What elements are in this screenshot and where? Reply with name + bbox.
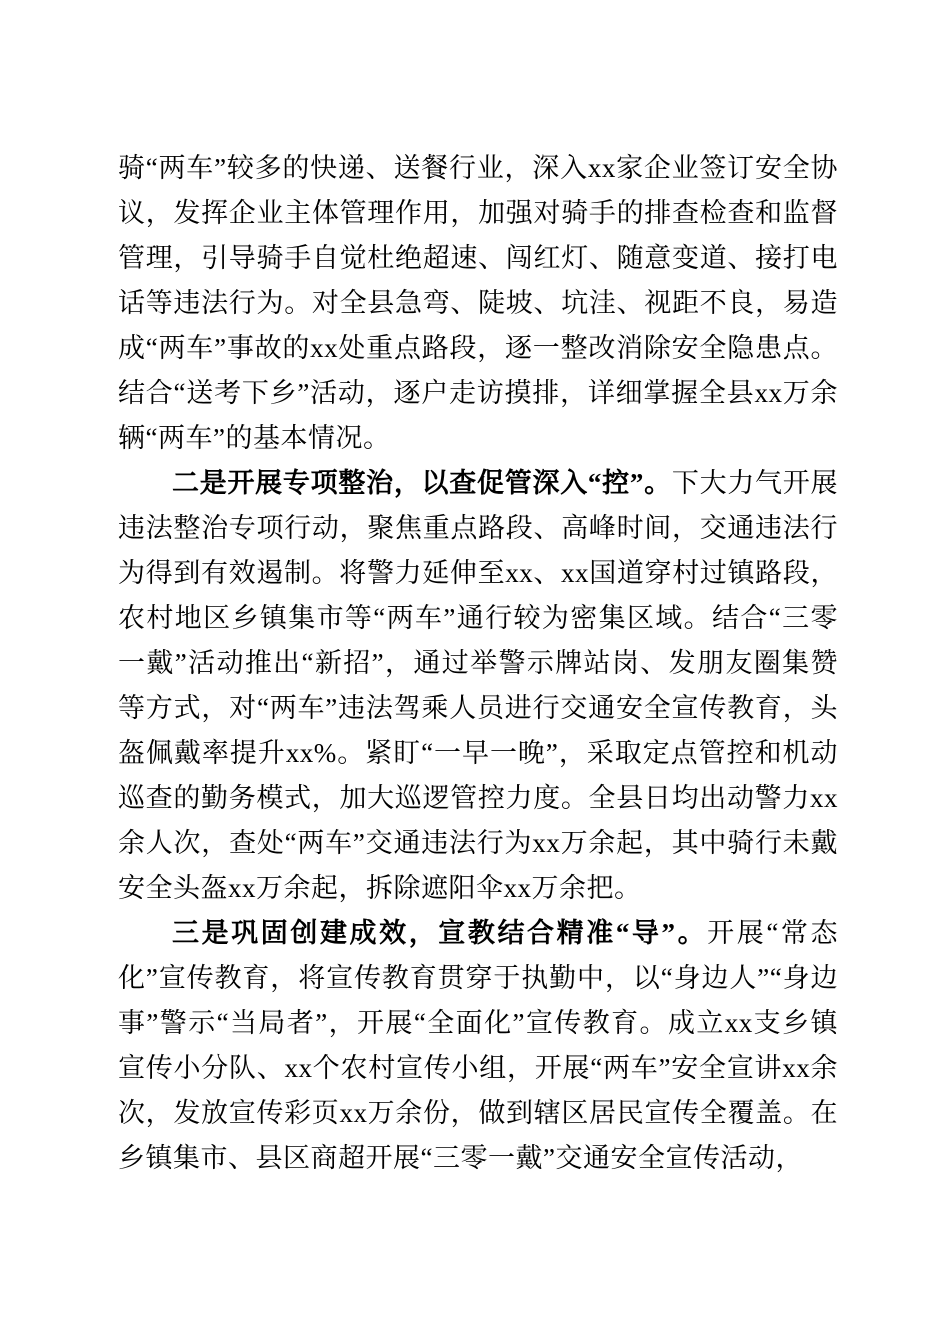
paragraph-point-two xyxy=(118,461,838,911)
paragraph-text: 开展“常态化”宣传教育，将宣传教育贯穿于执勤中，以“身边人”“身边事”警示“当局者”，开展“全面化”宣传教育。成立xx支乡镇宣传小分队、xx个农村宣传小组，开展“两车”安全宣讲xx余次，发放宣传彩页xx万余份，做到辖区居民宣传全覆盖。在乡镇集市、县区商超开展“三零一戴”交通安全宣传活动， xyxy=(118,918,839,1173)
paragraph-text: 骑“两车”较多的快递、送餐行业，深入xx家企业签订安全协议，发挥企业主体管理作用，加强对骑手的排查检查和监督管理，引导骑手自觉杜绝超速、闯红灯、随意变道、接打电话等违法行为。对全县急弯、陡坡、坑洼、视距不良，易造成“两车”事故的xx处重点路段，逐一整改消除安全隐患点。结合“送考下乡”活动，逐户走访摸排，详细掌握全县xx万余辆“两车”的基本情况。 xyxy=(118,153,838,453)
paragraph-point-three xyxy=(118,911,838,1181)
paragraph-lead: 二是开展专项整治，以查促管深入“控”。 xyxy=(172,468,672,498)
paragraph-lead: 三是巩固创建成效，宣教结合精准“导”。 xyxy=(172,918,708,948)
document-content xyxy=(118,146,838,1181)
paragraph-continuation xyxy=(118,146,838,461)
paragraph-text: 下大力气开展违法整治专项行动，聚焦重点路段、高峰时间，交通违法行为得到有效遏制。将警力延伸至xx、xx国道穿村过镇路段，农村地区乡镇集市等“两车”通行较为密集区域。结合“三零一戴”活动推出“新招”，通过举警示牌站岗、发朋友圈集赞等方式，对“两车”违法驾乘人员进行交通安全宣传教育，头盔佩戴率提升xx%。紧盯“一早一晚”，采取定点管控和机动巡查的勤务模式，加大巡逻管控力度。全县日均出动警力xx余人次，查处“两车”交通违法行为xx万余起，其中骑行未戴安全头盔xx万余起，拆除遮阳伞xx万余把。 xyxy=(118,468,839,903)
